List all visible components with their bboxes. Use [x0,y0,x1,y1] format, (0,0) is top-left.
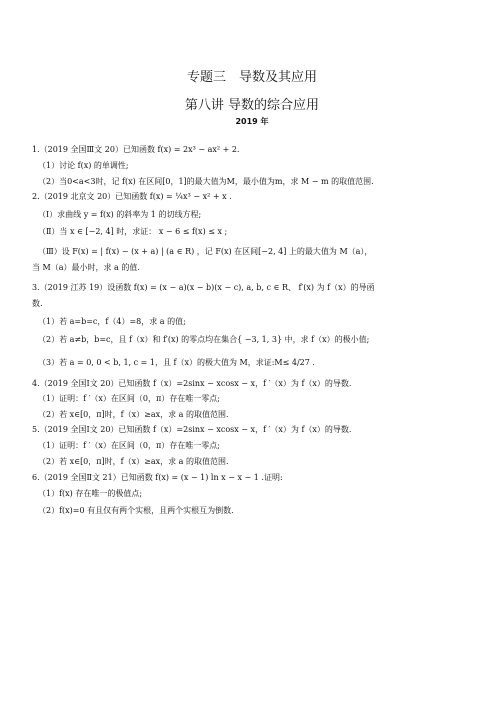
problem-line: （1）若 a=b=c，f（4）=8，求 a 的值; [38,317,186,326]
problem-line: （2）f(x)=0 有且仅有两个实根，且两个实根互为倒数. [38,506,234,515]
problem-line: （Ⅰ）求曲线 y = f(x) 的斜率为 1 的切线方程; [38,210,202,219]
problem-line: （Ⅲ）设 F(x) = | f(x) − (x + a) | (a ∈ R) ，记 F(x) 在区间[−2, 4] 上的最大值为 M（a）， [38,247,373,256]
problem-line: 当 M（a）最小时，求 a 的值. [32,263,140,272]
problem-line: （Ⅱ）当 x ∈ [−2, 4] 时，求证： x − 6 ≤ f(x) ≤ x ; [38,227,228,236]
problem-line: （2）若 x∈[0，π]时，f（x）≥ax，求 a 的取值范围. [38,457,229,466]
problem-line: 4.（2019 全国Ⅰ文 20）已知函数 f（x）=2sinx − xcosx − x，f ′（x）为 f（x）的导数. [32,379,352,388]
problem-line: 5.（2019 全国Ⅰ文 20）已知函数 f（x）=2sinx − xcosx − x，f ′（x）为 f（x）的导数. [32,425,352,434]
problem-line: 6.（2019 全国Ⅱ文 21）已知函数 f(x) = (x − 1) ln x − x − 1 .证明: [32,473,283,482]
problem-line: 数. [32,299,43,308]
problem-line: 3.（2019 江苏 19）设函数 f(x) = (x − a)(x − b)(x − c), a, b, c ∈ R、 f′(x) 为 f（x）的导函 [32,283,375,292]
problem-line: （2）若 a≠b，b=c，且 f（x）和 f′(x) 的零点均在集合{ −3, 1, 3} 中，求 f（x）的极小值; [38,335,370,344]
problem-line: （1）证明：f ′（x）在区间（0，π）存在唯一零点; [38,441,220,450]
problem-line: （1）证明：f ′（x）在区间（0，π）存在唯一零点; [38,394,220,403]
chapter-title: 专题三 导数及其应用 [186,70,317,85]
problem-line: （1）f(x) 存在唯一的极值点; [38,489,143,498]
problem-line: （2）若 x∈[0，π]时，f（x）≥ax，求 a 的取值范围. [38,410,229,419]
problem-line: 1.（2019 全国Ⅲ文 20）已知函数 f(x) = 2x³ − ax² + 2. [32,145,240,154]
problem-line: （1）讨论 f(x) 的单调性; [38,161,129,170]
problem-line: （2）当0<a<3时，记 f(x) 在区间[0，1]的最大值为M，最小值为m，求 M − m 的取值范围. [38,177,374,186]
year-heading: 2019 年 [235,117,269,126]
problem-line: （3）若 a = 0, 0 < b, 1, c = 1，且 f（x）的极大值为 M，求证:M≤ 4/27 . [38,358,315,367]
problem-line: 2.（2019 北京文 20）已知函数 f(x) = ¼x³ − x² + x . [32,192,232,201]
lecture-title: 第八讲 导数的综合应用 [184,98,320,113]
